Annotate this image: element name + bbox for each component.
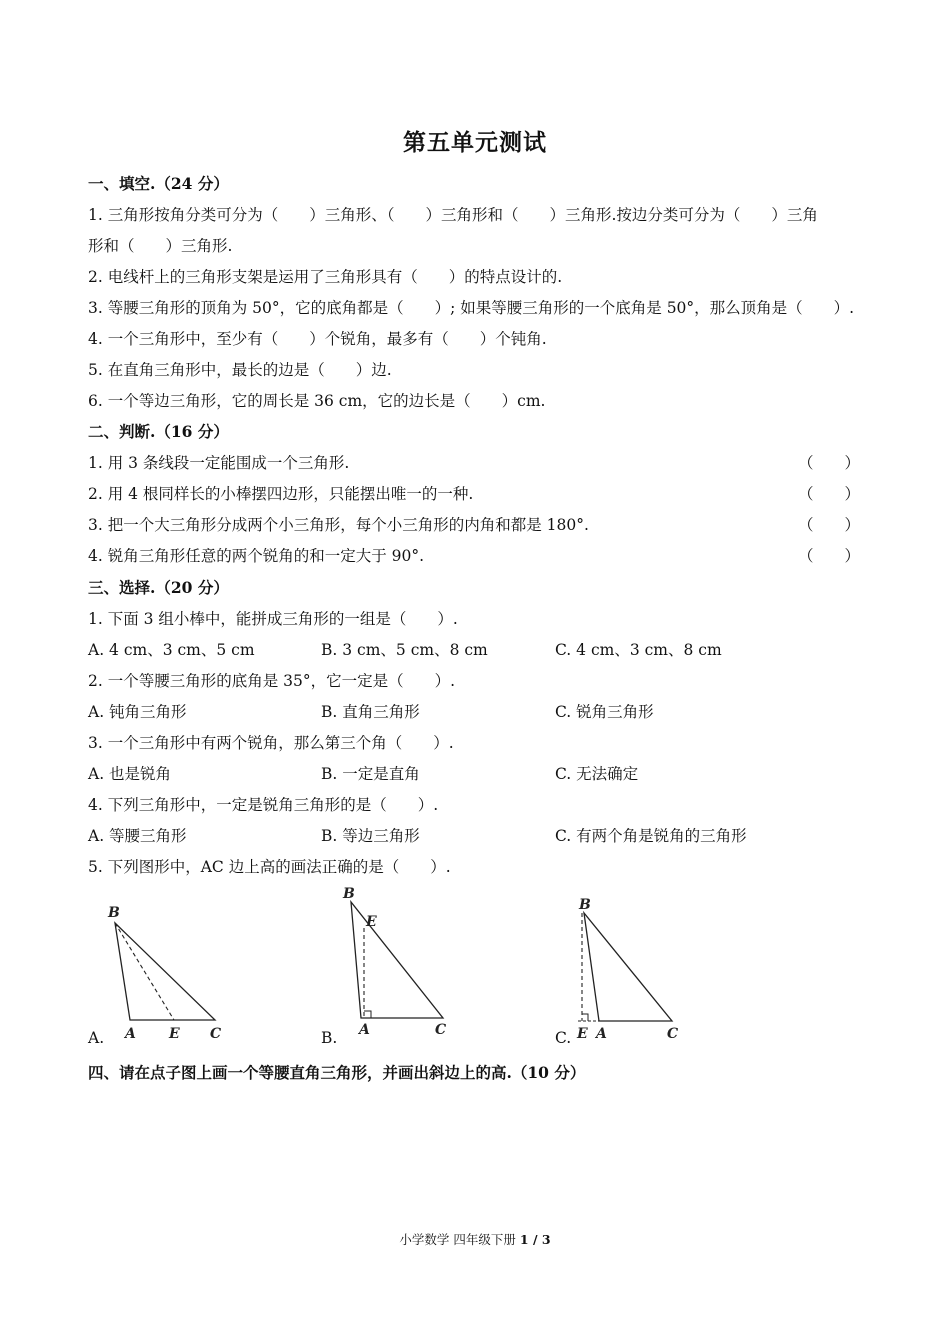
figure-a-label: A. xyxy=(88,1029,105,1047)
choice-1-option-a: A. 4 cm、3 cm、5 cm xyxy=(88,641,255,659)
figure-a-vertex-c: C xyxy=(210,1026,222,1042)
figure-a-vertex-a: A xyxy=(125,1026,136,1042)
choice-question-3: 3. 一个三角形中有两个锐角，那么第三个角（ ）. xyxy=(88,734,454,752)
choice-question-5: 5. 下列图形中，AC 边上高的画法正确的是（ ）. xyxy=(88,858,451,876)
figure-a-vertex-e: E xyxy=(169,1026,180,1042)
choice-4-option-b: B. 等边三角形 xyxy=(321,827,420,845)
figure-b-vertex-c: C xyxy=(435,1022,447,1038)
figure-c-vertex-c: C xyxy=(667,1026,679,1042)
fill-question-2: 2. 电线杆上的三角形支架是运用了三角形具有（ ）的特点设计的. xyxy=(88,268,563,286)
choice-1-option-c: C. 4 cm、3 cm、8 cm xyxy=(555,641,722,659)
figure-b-label: B. xyxy=(321,1029,338,1047)
choice-question-4: 4. 下列三角形中，一定是锐角三角形的是（ ）. xyxy=(88,796,439,814)
section-heading-draw: 四、请在点子图上画一个等腰直角三角形，并画出斜边上的高.（10 分） xyxy=(88,1063,586,1082)
figure-c-label: C. xyxy=(555,1029,572,1047)
fill-question-4: 4. 一个三角形中，至少有（ ）个锐角，最多有（ ）个钝角. xyxy=(88,330,547,348)
fill-question-1b: 形和（ ）三角形. xyxy=(88,237,233,255)
triangle-figure-c xyxy=(570,893,690,1045)
choice-1-option-b: B. 3 cm、5 cm、8 cm xyxy=(321,641,488,659)
triangle-figure-b xyxy=(335,882,465,1042)
judge-question-1: 1. 用 3 条线段一定能围成一个三角形. xyxy=(88,454,350,472)
section-heading-choice: 三、选择.（20 分） xyxy=(88,578,229,597)
judge-question-3: 3. 把一个大三角形分成两个小三角形，每个小三角形的内角和都是 180°. xyxy=(88,516,589,534)
fill-question-6: 6. 一个等边三角形，它的周长是 36 cm，它的边长是（ ）cm. xyxy=(88,392,546,410)
fill-question-5: 5. 在直角三角形中，最长的边是（ ）边. xyxy=(88,361,392,379)
figure-b-vertex-a: A xyxy=(359,1022,370,1038)
figure-a-vertex-b: B xyxy=(108,905,120,921)
section-heading-judge: 二、判断.（16 分） xyxy=(88,422,229,441)
judge-answer-paren-4: （ ） xyxy=(798,547,861,565)
page-number: 1 / 3 xyxy=(519,1232,551,1247)
choice-4-option-c: C. 有两个角是锐角的三角形 xyxy=(555,827,747,845)
figure-c-vertex-e: E xyxy=(577,1026,588,1042)
choice-question-2: 2. 一个等腰三角形的底角是 35°，它一定是（ ）. xyxy=(88,672,456,690)
choice-2-option-b: B. 直角三角形 xyxy=(321,703,420,721)
judge-question-2: 2. 用 4 根同样长的小棒摆四边形，只能摆出唯一的一种. xyxy=(88,485,474,503)
choice-2-option-c: C. 锐角三角形 xyxy=(555,703,654,721)
choice-4-option-a: A. 等腰三角形 xyxy=(88,827,187,845)
triangle-figure-a xyxy=(100,895,235,1045)
choice-3-option-c: C. 无法确定 xyxy=(555,765,639,783)
judge-answer-paren-1: （ ） xyxy=(798,454,861,472)
page-footer xyxy=(0,1230,950,1248)
fill-question-1a: 1. 三角形按角分类可分为（ ）三角形、（ ）三角形和（ ）三角形.按边分类可分为（ ）三角 xyxy=(88,206,818,224)
figure-b-vertex-e: E xyxy=(366,914,377,930)
figure-c-vertex-b: B xyxy=(579,897,591,913)
page-title: 第五单元测试 xyxy=(403,129,547,156)
judge-answer-paren-3: （ ） xyxy=(798,516,861,534)
choice-2-option-a: A. 钝角三角形 xyxy=(88,703,187,721)
fill-question-3: 3. 等腰三角形的顶角为 50°，它的底角都是（ ）; 如果等腰三角形的一个底角是 50°，那么顶角是（ ）. xyxy=(88,299,855,317)
figure-c-vertex-a: A xyxy=(596,1026,607,1042)
footer-subject: 小学数学 四年级下册 xyxy=(399,1232,516,1247)
choice-question-1: 1. 下面 3 组小棒中，能拼成三角形的一组是（ ）. xyxy=(88,610,458,628)
judge-answer-paren-2: （ ） xyxy=(798,485,861,503)
judge-question-4: 4. 锐角三角形任意的两个锐角的和一定大于 90°. xyxy=(88,547,425,565)
figure-b-vertex-b: B xyxy=(343,886,355,902)
choice-3-option-b: B. 一定是直角 xyxy=(321,765,420,783)
section-heading-fill: 一、填空.（24 分） xyxy=(88,174,229,193)
choice-3-option-a: A. 也是锐角 xyxy=(88,765,172,783)
